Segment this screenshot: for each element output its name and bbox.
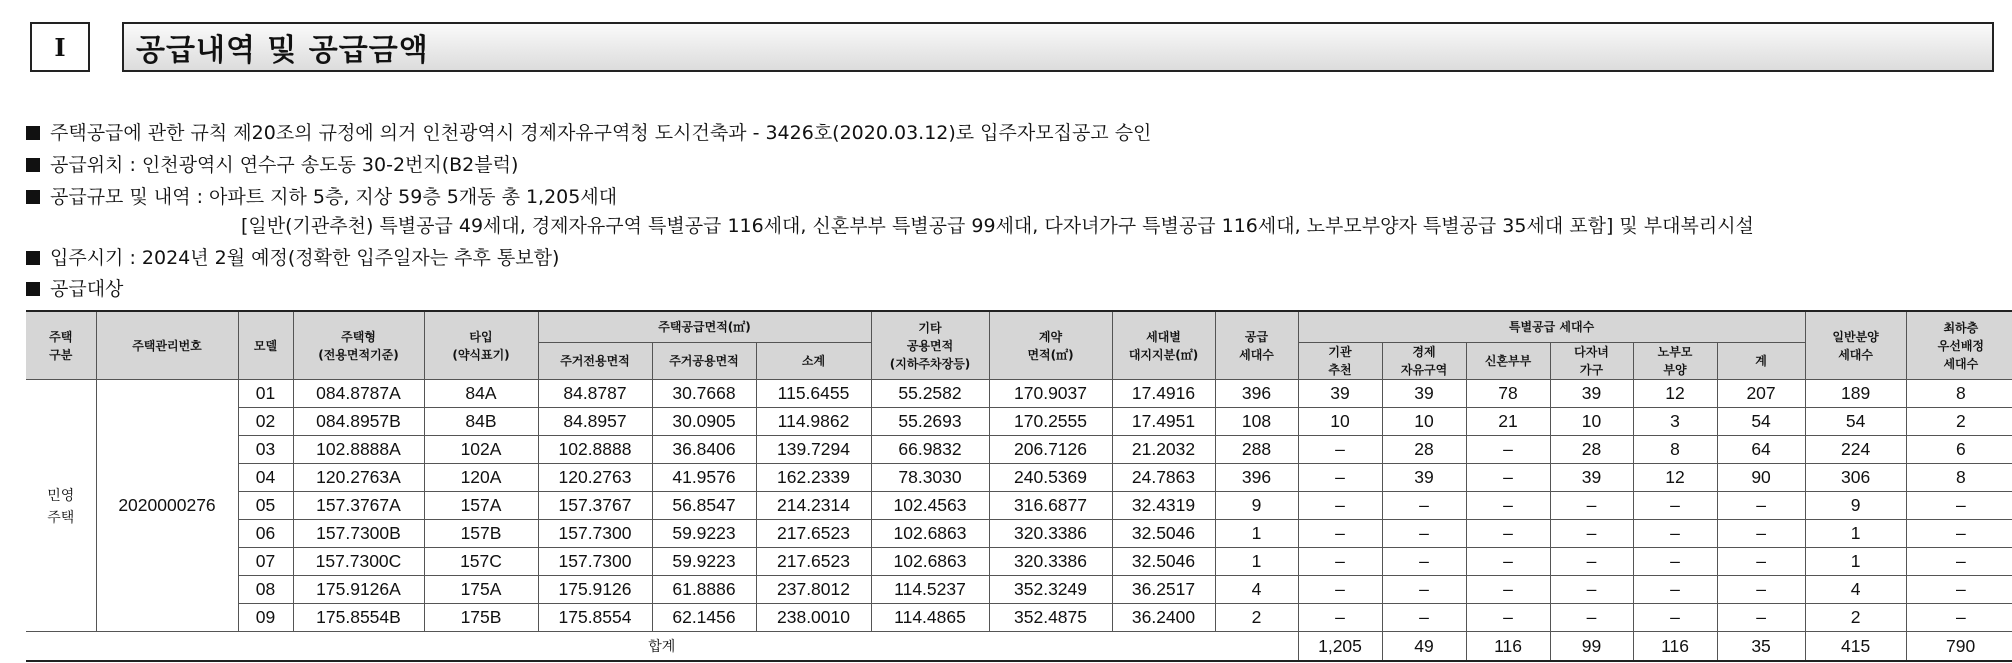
table-cell: 175.8554	[538, 604, 652, 632]
table-cell: 84B	[424, 408, 538, 436]
header-supply-units: 공급 세대수	[1215, 311, 1298, 380]
table-cell: –	[1906, 492, 2012, 520]
table-cell: 306	[1805, 464, 1906, 492]
table-cell: 2	[1906, 408, 2012, 436]
info-text: 공급위치 : 인천광역시 연수구 송도동 30-2번지(B2블럭)	[50, 154, 519, 176]
table-cell: 2	[1215, 604, 1298, 632]
table-cell: 114.9862	[756, 408, 871, 436]
table-cell: 175.8554B	[293, 604, 424, 632]
table-cell: 02	[238, 408, 293, 436]
section-title-bar	[122, 22, 1994, 72]
mgmt-number-cell: 2020000276	[96, 380, 238, 632]
table-cell: 36.8406	[652, 436, 756, 464]
table-cell: 214.2314	[756, 492, 871, 520]
header-housing-type: 주택형 (전용면적기준)	[293, 311, 424, 380]
table-cell: –	[1382, 548, 1466, 576]
table-cell: 102.6863	[871, 548, 989, 576]
info-line-approval	[26, 118, 1151, 145]
table-row	[26, 492, 2012, 520]
info-line-location	[26, 150, 518, 177]
table-cell: –	[1906, 520, 2012, 548]
table-cell: –	[1466, 492, 1550, 520]
table-cell: 217.6523	[756, 548, 871, 576]
table-cell: 157B	[424, 520, 538, 548]
table-cell: –	[1906, 604, 2012, 632]
table-cell: –	[1717, 548, 1805, 576]
table-cell: 6	[1906, 436, 2012, 464]
table-cell: 175A	[424, 576, 538, 604]
info-line-move-in	[26, 243, 559, 270]
table-cell: 102.4563	[871, 492, 989, 520]
table-cell: 352.4875	[989, 604, 1112, 632]
table-cell: –	[1633, 604, 1717, 632]
table-cell: –	[1382, 604, 1466, 632]
table-cell: 39	[1382, 464, 1466, 492]
table-cell: –	[1717, 604, 1805, 632]
table-cell: 120A	[424, 464, 538, 492]
table-cell: –	[1550, 604, 1633, 632]
table-cell: 06	[238, 520, 293, 548]
header-elderly-parent: 노부모 부양	[1633, 343, 1717, 380]
table-cell: 8	[1906, 380, 2012, 408]
table-cell: –	[1382, 576, 1466, 604]
table-cell: 102A	[424, 436, 538, 464]
table-cell: 17.4951	[1112, 408, 1215, 436]
bullet-square-icon	[26, 282, 40, 296]
table-cell: 8	[1633, 436, 1717, 464]
table-cell: –	[1382, 520, 1466, 548]
total-label: 합계	[26, 632, 1298, 662]
table-cell: 56.8547	[652, 492, 756, 520]
info-text: 주택공급에 관한 규칙 제20조의 규정에 의거 인천광역시 경제자유구역청 도시건축과 - 3426호(2020.03.12)로 입주자모집공고 승인	[50, 122, 1152, 144]
table-cell: 55.2582	[871, 380, 989, 408]
table-cell: 175B	[424, 604, 538, 632]
table-cell: 157.7300	[538, 520, 652, 548]
table-cell: 41.9576	[652, 464, 756, 492]
table-cell: 78	[1466, 380, 1550, 408]
table-cell: –	[1382, 492, 1466, 520]
supply-table	[26, 310, 2012, 662]
table-cell: 240.5369	[989, 464, 1112, 492]
table-cell: 1	[1215, 548, 1298, 576]
table-cell: 9	[1215, 492, 1298, 520]
bullet-square-icon	[26, 158, 40, 172]
total-cell: 790	[1906, 632, 2012, 662]
table-cell: 17.4916	[1112, 380, 1215, 408]
header-special-total: 계	[1717, 343, 1805, 380]
table-cell: 157C	[424, 548, 538, 576]
header-mgmt-number: 주택관리번호	[96, 311, 238, 380]
header-subtotal: 소계	[756, 343, 871, 380]
housing-category-cell: 민영 주택	[26, 380, 96, 632]
info-text: 공급규모 및 내역 : 아파트 지하 5층, 지상 59층 5개동 총 1,205세대	[50, 186, 618, 208]
table-cell: 288	[1215, 436, 1298, 464]
table-row	[26, 380, 2012, 408]
table-row	[26, 576, 2012, 604]
total-cell: 99	[1550, 632, 1633, 662]
table-cell: 114.5237	[871, 576, 989, 604]
table-cell: 102.8888	[538, 436, 652, 464]
table-cell: 12	[1633, 464, 1717, 492]
table-cell: –	[1633, 548, 1717, 576]
table-cell: 396	[1215, 464, 1298, 492]
header-special-supply-group: 특별공급 세대수	[1298, 311, 1805, 343]
table-cell: 10	[1550, 408, 1633, 436]
header-lowest-floor: 최하층 우선배정 세대수	[1906, 311, 2012, 380]
table-cell: 170.2555	[989, 408, 1112, 436]
table-cell: 30.0905	[652, 408, 756, 436]
supply-table-body	[26, 380, 2012, 632]
bullet-square-icon	[26, 126, 40, 140]
table-cell: 59.9223	[652, 520, 756, 548]
section-number: I	[54, 32, 66, 62]
table-cell: 36.2400	[1112, 604, 1215, 632]
total-cell: 1,205	[1298, 632, 1382, 662]
table-cell: 237.8012	[756, 576, 871, 604]
table-cell: 084.8957B	[293, 408, 424, 436]
table-cell: –	[1298, 492, 1382, 520]
table-cell: 157.7300B	[293, 520, 424, 548]
table-cell: –	[1466, 548, 1550, 576]
table-cell: –	[1298, 464, 1382, 492]
total-cell: 116	[1633, 632, 1717, 662]
header-other-common-area: 기타 공용면적 (지하주차장등)	[871, 311, 989, 380]
table-cell: 102.8888A	[293, 436, 424, 464]
section-number-box	[30, 22, 90, 72]
table-cell: 224	[1805, 436, 1906, 464]
header-model: 모델	[238, 311, 293, 380]
table-cell: 90	[1717, 464, 1805, 492]
header-economic-zone: 경제 자유구역	[1382, 343, 1466, 380]
table-cell: –	[1466, 520, 1550, 548]
table-row	[26, 520, 2012, 548]
table-cell: 04	[238, 464, 293, 492]
table-cell: 157.7300C	[293, 548, 424, 576]
table-cell: 01	[238, 380, 293, 408]
table-cell: 157.3767A	[293, 492, 424, 520]
header-type: 타입 (약식표기)	[424, 311, 538, 380]
table-cell: 189	[1805, 380, 1906, 408]
table-cell: 238.0010	[756, 604, 871, 632]
table-cell: 217.6523	[756, 520, 871, 548]
header-supply-area-group: 주택공급면적(㎡)	[538, 311, 871, 343]
total-row	[26, 632, 2012, 662]
bullet-square-icon	[26, 251, 40, 265]
table-cell: 175.9126A	[293, 576, 424, 604]
table-cell: –	[1298, 576, 1382, 604]
section-title: 공급내역 및 공급금액	[136, 33, 429, 68]
info-text: 입주시기 : 2024년 2월 예정(정확한 입주일자는 추후 통보함)	[50, 247, 560, 269]
table-cell: 396	[1215, 380, 1298, 408]
table-row	[26, 548, 2012, 576]
table-cell: 206.7126	[989, 436, 1112, 464]
table-cell: –	[1466, 576, 1550, 604]
table-cell: 24.7863	[1112, 464, 1215, 492]
table-cell: 84A	[424, 380, 538, 408]
table-row	[26, 436, 2012, 464]
table-cell: 120.2763A	[293, 464, 424, 492]
table-cell: 120.2763	[538, 464, 652, 492]
table-cell: 21.2032	[1112, 436, 1215, 464]
table-cell: 62.1456	[652, 604, 756, 632]
table-cell: –	[1906, 576, 2012, 604]
table-cell: 4	[1805, 576, 1906, 604]
table-cell: 1	[1805, 520, 1906, 548]
table-cell: 10	[1298, 408, 1382, 436]
table-cell: 32.5046	[1112, 520, 1215, 548]
table-cell: 2	[1805, 604, 1906, 632]
table-cell: –	[1298, 520, 1382, 548]
table-cell: 320.3386	[989, 520, 1112, 548]
info-line-scale-detail: [일반(기관추천) 특별공급 49세대, 경제자유구역 특별공급 116세대, 신혼부부 특별공급 99세대, 다자녀가구 특별공급 116세대, 노부모부양자 특별공급 35세대 포함] 및 부대복리시설	[241, 215, 1754, 237]
table-cell: 108	[1215, 408, 1298, 436]
table-cell: 1	[1215, 520, 1298, 548]
table-cell: 03	[238, 436, 293, 464]
table-cell: 084.8787A	[293, 380, 424, 408]
table-cell: –	[1298, 548, 1382, 576]
table-cell: 157A	[424, 492, 538, 520]
table-cell: –	[1633, 576, 1717, 604]
table-cell: 170.9037	[989, 380, 1112, 408]
table-cell: –	[1550, 548, 1633, 576]
table-cell: 352.3249	[989, 576, 1112, 604]
table-cell: –	[1550, 576, 1633, 604]
table-row	[26, 464, 2012, 492]
table-cell: –	[1717, 492, 1805, 520]
table-cell: 59.9223	[652, 548, 756, 576]
table-cell: 39	[1550, 380, 1633, 408]
table-cell: 207	[1717, 380, 1805, 408]
header-institution: 기관 추천	[1298, 343, 1382, 380]
table-cell: 115.6455	[756, 380, 871, 408]
header-general-units: 일반분양 세대수	[1805, 311, 1906, 380]
table-cell: 84.8957	[538, 408, 652, 436]
table-cell: 64	[1717, 436, 1805, 464]
table-cell: 162.2339	[756, 464, 871, 492]
table-cell: 3	[1633, 408, 1717, 436]
table-cell: 66.9832	[871, 436, 989, 464]
table-row	[26, 408, 2012, 436]
table-cell: 32.5046	[1112, 548, 1215, 576]
total-cell: 116	[1466, 632, 1550, 662]
table-cell: 114.4865	[871, 604, 989, 632]
header-multi-child: 다자녀 가구	[1550, 343, 1633, 380]
table-cell: –	[1717, 576, 1805, 604]
table-cell: –	[1298, 604, 1382, 632]
table-cell: 39	[1382, 380, 1466, 408]
table-cell: 55.2693	[871, 408, 989, 436]
info-line-scale	[26, 182, 617, 209]
header-exclusive-area: 주거전용면적	[538, 343, 652, 380]
table-cell: 157.7300	[538, 548, 652, 576]
table-cell: 39	[1298, 380, 1382, 408]
table-cell: 28	[1382, 436, 1466, 464]
table-cell: 9	[1805, 492, 1906, 520]
table-cell: –	[1633, 492, 1717, 520]
table-cell: 320.3386	[989, 548, 1112, 576]
table-cell: –	[1466, 464, 1550, 492]
table-cell: 54	[1805, 408, 1906, 436]
table-cell: 78.3030	[871, 464, 989, 492]
table-cell: 05	[238, 492, 293, 520]
header-housing-category: 주택 구분	[26, 311, 96, 380]
info-text: 공급대상	[50, 278, 124, 300]
header-land-share: 세대별 대지지분(㎡)	[1112, 311, 1215, 380]
table-cell: 12	[1633, 380, 1717, 408]
table-cell: 09	[238, 604, 293, 632]
table-cell: –	[1550, 520, 1633, 548]
table-cell: 139.7294	[756, 436, 871, 464]
table-cell: –	[1633, 520, 1717, 548]
table-cell: 61.8886	[652, 576, 756, 604]
table-cell: 36.2517	[1112, 576, 1215, 604]
table-cell: 54	[1717, 408, 1805, 436]
table-row	[26, 604, 2012, 632]
table-cell: 316.6877	[989, 492, 1112, 520]
table-cell: –	[1298, 436, 1382, 464]
table-cell: 102.6863	[871, 520, 989, 548]
header-newlywed: 신혼부부	[1466, 343, 1550, 380]
table-cell: –	[1717, 520, 1805, 548]
table-cell: –	[1906, 548, 2012, 576]
table-cell: 4	[1215, 576, 1298, 604]
table-cell: 07	[238, 548, 293, 576]
table-cell: 175.9126	[538, 576, 652, 604]
table-cell: –	[1466, 436, 1550, 464]
table-cell: 21	[1466, 408, 1550, 436]
header-common-area: 주거공용면적	[652, 343, 756, 380]
table-cell: 1	[1805, 548, 1906, 576]
table-cell: 28	[1550, 436, 1633, 464]
table-cell: –	[1550, 492, 1633, 520]
table-cell: 30.7668	[652, 380, 756, 408]
table-cell: 08	[238, 576, 293, 604]
total-cell: 415	[1805, 632, 1906, 662]
table-cell: 10	[1382, 408, 1466, 436]
table-cell: 8	[1906, 464, 2012, 492]
table-cell: 157.3767	[538, 492, 652, 520]
table-cell: 32.4319	[1112, 492, 1215, 520]
table-cell: 39	[1550, 464, 1633, 492]
bullet-square-icon	[26, 190, 40, 204]
header-contract-area: 계약 면적(㎡)	[989, 311, 1112, 380]
total-cell: 35	[1717, 632, 1805, 662]
table-cell: –	[1466, 604, 1550, 632]
info-line-target	[26, 274, 123, 301]
table-cell: 84.8787	[538, 380, 652, 408]
total-cell: 49	[1382, 632, 1466, 662]
